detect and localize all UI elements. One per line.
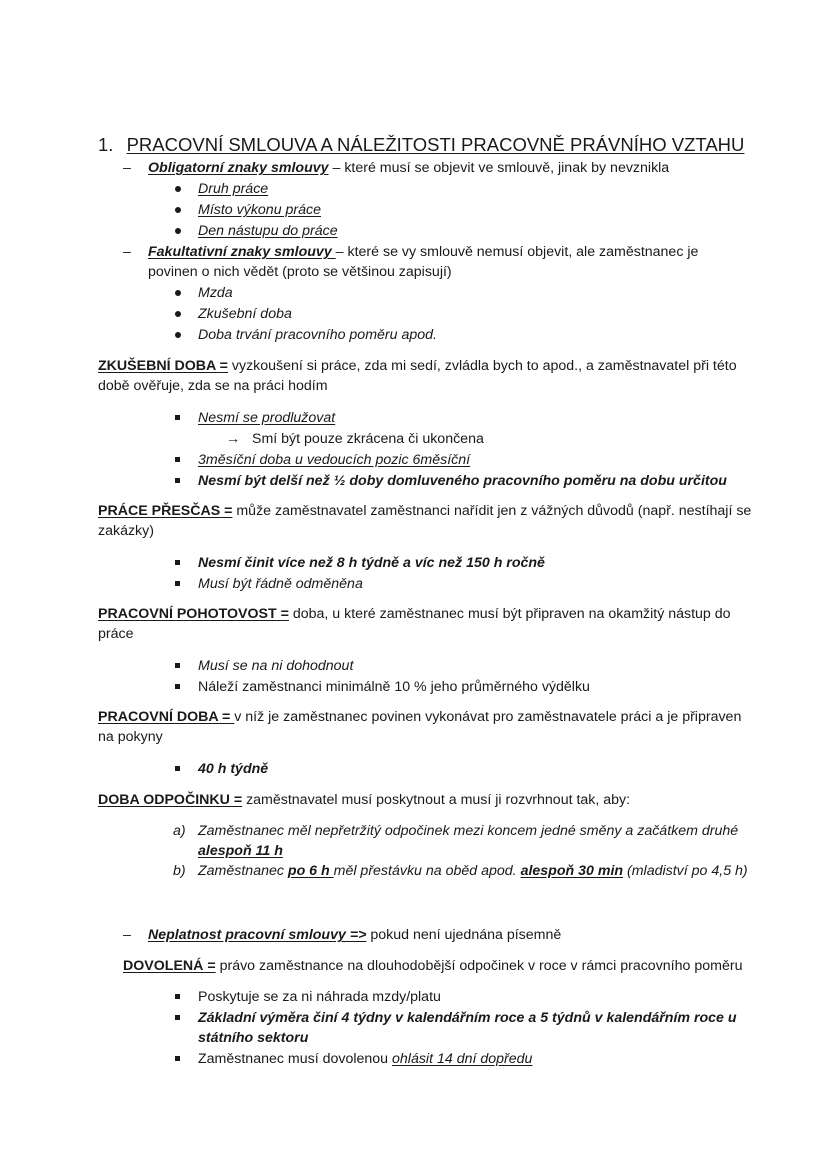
bullet-icon <box>175 186 181 192</box>
square-bullet-icon <box>175 1015 180 1020</box>
overtime-term: PRÁCE PŘESČAS = <box>98 503 233 519</box>
vacation-text: právo zaměstnance na dlouhodobější odpočinek v roce v rámci pracovního poměru <box>215 958 743 974</box>
obligatory-item: Místo výkonu práce <box>198 202 322 218</box>
overtime-text-1: může zaměstnavatel zaměstnanci nařídit jen z vážných důvodů (např. nestíhají se <box>232 503 752 519</box>
probation-line <box>98 356 737 376</box>
section-heading <box>98 133 744 157</box>
square-bullet-icon <box>175 994 180 999</box>
optional-line <box>148 242 698 262</box>
rest-b-part: Zaměstnanec <box>198 863 288 879</box>
list-marker-a: a) <box>173 823 186 839</box>
working-time-line <box>98 707 741 727</box>
dash-marker: – <box>123 160 131 176</box>
bullet-icon <box>175 228 181 234</box>
probation-text-1: vyzkoušení si práce, zda mi sedí, zvládla bych to apod., a zaměstnavatel při této <box>227 358 737 374</box>
working-time-term: PRACOVNÍ DOBA = <box>98 709 235 725</box>
obligatory-item: Den nástupu do práce <box>198 223 338 239</box>
dash-marker: – <box>123 927 131 943</box>
vacation-line <box>123 956 742 976</box>
probation-item: 3měsíční doba u vedoucích pozic 6měsíční <box>198 452 471 468</box>
optional-item: Zkušební doba <box>198 306 292 322</box>
vacation-item: Základní výměra činí 4 týdny v kalendářním roce a 5 týdnů v kalendářním roce u <box>198 1010 737 1026</box>
square-bullet-icon <box>175 663 180 668</box>
square-bullet-icon <box>175 1056 180 1061</box>
overtime-line <box>98 501 751 521</box>
list-marker-b: b) <box>173 863 186 879</box>
square-bullet-icon <box>175 684 180 689</box>
square-bullet-icon <box>175 581 180 586</box>
probation-item: Nesmí se prodlužovat <box>198 410 336 426</box>
probation-text-2: době ověřuje, zda se na práci hodím <box>98 378 328 394</box>
optional-term: Fakultativní znaky smlouvy <box>148 244 336 260</box>
obligatory-text: – které musí se objevit ve smlouvě, jinak by nevznikla <box>328 160 670 176</box>
probation-term: ZKUŠEBNÍ DOBA = <box>98 358 228 374</box>
probation-item: Nesmí být delší než ½ doby domluveného pracovního poměru na dobu určitou <box>198 473 727 489</box>
rest-line <box>98 790 630 810</box>
overtime-item: Musí být řádně odměněna <box>198 576 363 592</box>
invalidity-line <box>148 925 561 945</box>
vacation-item-part: Zaměstnanec musí dovolenou <box>198 1051 393 1067</box>
standby-term: PRACOVNÍ POHOTOVOST = <box>98 606 289 622</box>
square-bullet-icon <box>175 457 180 462</box>
working-time-text-2: na pokyny <box>98 729 163 745</box>
rest-a-text-1: Zaměstnanec měl nepřetržitý odpočinek mezi koncem jedné směny a začátkem druhé <box>198 823 739 839</box>
invalidity-text: pokud není ujednána písemně <box>366 927 562 943</box>
bullet-icon <box>175 332 181 338</box>
standby-text-1: doba, u které zaměstnanec musí být připraven na okamžitý nástup do <box>288 606 731 622</box>
square-bullet-icon <box>175 415 180 420</box>
square-bullet-icon <box>175 766 180 771</box>
optional-item: Mzda <box>198 285 233 301</box>
rest-text: zaměstnavatel musí poskytnout a musí ji rozvrhnout tak, aby: <box>242 792 631 808</box>
bullet-icon <box>175 311 181 317</box>
rest-term: DOBA ODPOČINKU = <box>98 792 243 808</box>
obligatory-item: Druh práce <box>198 181 269 197</box>
working-time-text-1: v níž je zaměstnanec povinen vykonávat pro zaměstnavatele práci a je připraven <box>234 709 742 725</box>
square-bullet-icon <box>175 478 180 483</box>
bullet-icon <box>175 207 181 213</box>
square-bullet-icon <box>175 560 180 565</box>
overtime-text-2: zakázky) <box>98 523 154 539</box>
heading-number: 1. <box>98 134 114 155</box>
optional-text-2: povinen o nich vědět (proto se většinou zapisují) <box>148 264 452 280</box>
dash-marker: – <box>123 244 131 260</box>
vacation-item-part: ohlásit 14 dní dopředu <box>392 1051 533 1067</box>
rest-b-line <box>198 861 748 881</box>
overtime-item: Nesmí činit více než 8 h týdně a víc než 150 h ročně <box>198 555 545 571</box>
standby-item: Musí se na ni dohodnout <box>198 658 354 674</box>
standby-text-2: práce <box>98 626 134 642</box>
vacation-item <box>198 1049 532 1069</box>
heading-title: PRACOVNÍ SMLOUVA A NÁLEŽITOSTI PRACOVNĚ PRÁVNÍHO VZTAHU <box>126 134 745 155</box>
optional-item: Doba trvání pracovního poměru apod. <box>198 327 437 343</box>
standby-line <box>98 604 731 624</box>
obligatory-term: Obligatorní znaky smlouvy <box>148 160 329 176</box>
vacation-term: DOVOLENÁ = <box>123 958 216 974</box>
rest-b-part: alespoň 30 min <box>520 863 624 879</box>
probation-subitem: Smí být pouze zkrácena či ukončena <box>252 431 484 447</box>
rest-a-text-2: alespoň 11 h <box>198 843 283 859</box>
bullet-icon <box>175 290 181 296</box>
working-time-item: 40 h týdně <box>198 761 269 777</box>
vacation-item: státního sektoru <box>198 1030 309 1046</box>
rest-b-part: měl přestávku na oběd apod. <box>333 863 521 879</box>
rest-b-part: (mladiství po 4,5 h) <box>623 863 748 879</box>
invalidity-term: Neplatnost pracovní smlouvy => <box>148 927 367 943</box>
arrow-icon: → <box>226 431 241 447</box>
optional-text-1: – které se vy smlouvě nemusí objevit, ale zaměstnanec je <box>335 244 699 260</box>
obligatory-line <box>148 158 669 178</box>
standby-item: Náleží zaměstnanci minimálně 10 % jeho průměrného výdělku <box>198 679 590 695</box>
vacation-item: Poskytuje se za ni náhrada mzdy/platu <box>198 989 441 1005</box>
rest-b-part: po 6 h <box>287 863 334 879</box>
